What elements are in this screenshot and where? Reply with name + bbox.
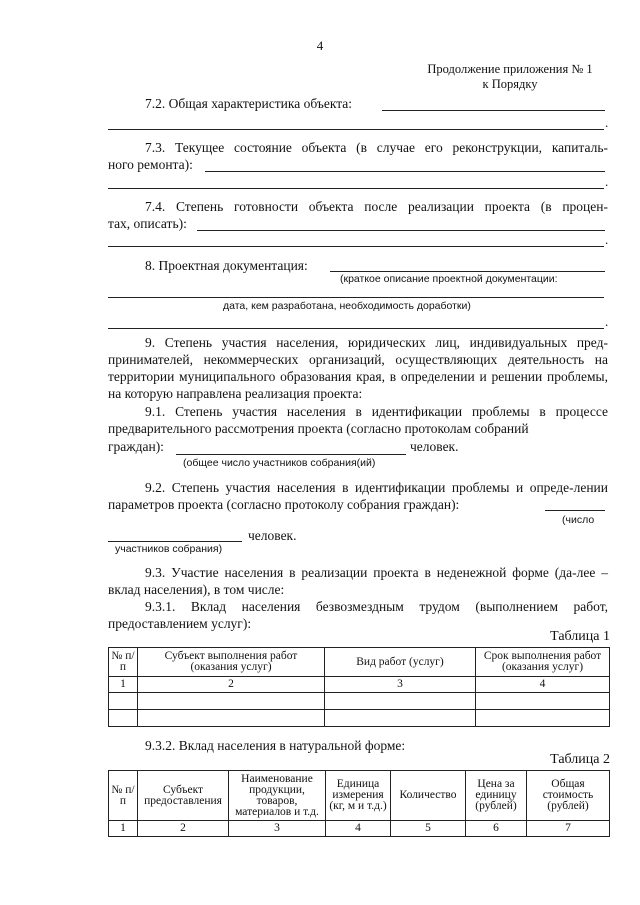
table2-colnum-4: 4 <box>326 821 391 837</box>
section-7-4-line-a <box>197 230 605 231</box>
section-7-2-line-b <box>108 129 604 130</box>
section-7-4-line-b <box>108 246 604 247</box>
section-7-2-label: 7.2. Общая характеристика объекта: <box>145 96 353 111</box>
table1-header-deadline: Срок выполнения работ (оказания услуг) <box>476 648 610 677</box>
section-9-1-tail-label: граждан): <box>108 439 164 454</box>
table1-cell <box>138 710 325 727</box>
section-7-3-line-a <box>205 171 605 172</box>
table2-header-subject: Субъект предоставления <box>138 771 229 821</box>
section-8-line-c <box>108 328 604 329</box>
section-8-hint2: дата, кем разработана, необходимость доработки) <box>223 300 471 312</box>
period-mark: . <box>605 314 609 329</box>
table1-header-work-type: Вид работ (услуг) <box>325 648 476 677</box>
table2-colnum-2: 2 <box>138 821 229 837</box>
section-9-2-count-line-b <box>108 541 242 542</box>
table2-header-product: Наименование продукции, товаров, материалов и т.д. <box>229 771 326 821</box>
section-9-1-hint: (общее число участников собрания(ий) <box>183 457 376 469</box>
period-mark: . <box>605 174 609 189</box>
table1-colnum-2: 2 <box>138 677 325 693</box>
section-9-1-text: 9.1. Степень участия населения в идентификации проблемы в процессе предварительного рассмотрения проекта (согласно протоколам собраний <box>108 404 608 436</box>
section-7-4-line1: 7.4. Степень готовности объекта после реализации проекта (в процен- <box>145 199 608 214</box>
section-8-label: 8. Проектная документация: <box>145 258 308 273</box>
table1-cell <box>109 693 138 710</box>
section-9-3-2-text: 9.3.2. Вклад населения в натуральной форме: <box>145 738 406 753</box>
section-8-line-a <box>330 271 605 272</box>
table2-caption: Таблица 2 <box>550 752 610 767</box>
table1-cell <box>109 710 138 727</box>
table1 <box>108 647 610 727</box>
table1-cell <box>476 710 610 727</box>
table1-cell <box>138 693 325 710</box>
section-9-1-count-line <box>176 454 406 455</box>
section-7-3-line1: 7.3. Текущее состояние объекта (в случае его реконструкции, капиталь- <box>145 140 608 155</box>
table2-colnum-6: 6 <box>466 821 527 837</box>
section-9-1-unit: человек. <box>410 439 459 454</box>
section-7-4-line2: тах, описать): <box>108 216 187 231</box>
appendix-note <box>410 62 610 92</box>
table1-empty-row <box>109 710 610 727</box>
table1-empty-row <box>109 693 610 710</box>
table2-header-num: № п/п <box>109 771 138 821</box>
period-mark: . <box>605 115 609 130</box>
table2 <box>108 770 610 837</box>
period-mark: . <box>605 232 609 247</box>
section-9-3-text: 9.3. Участие населения в реализации проекта в неденежной форме (да-лее – вклад населения), в том числе: <box>108 565 608 597</box>
section-9-2-hint-b: участников собрания) <box>115 543 223 555</box>
section-7-3-line-b <box>108 188 604 189</box>
table1-caption: Таблица 1 <box>550 629 610 644</box>
table1-colnum-1: 1 <box>109 677 138 693</box>
section-9-3-1-text: 9.3.1. Вклад населения безвозмездным трудом (выполнением работ, предоставлением услуг): <box>108 599 608 631</box>
table1-colnum-4: 4 <box>476 677 610 693</box>
section-8-hint1: (краткое описание проектной документации: <box>340 273 558 285</box>
table1-cell <box>325 710 476 727</box>
table2-header-price: Цена за единицу (рублей) <box>466 771 527 821</box>
table1-colnum-3: 3 <box>325 677 476 693</box>
section-9-2-hint-a: (число <box>562 514 595 526</box>
section-9-text: 9. Степень участия населения, юридических лиц, индивидуальных пред-принимателей, некоммерческих организаций, осуществляющих деятельность на территории муниципального образования края, в определении и решении проблемы, на которую направлена реализация проекта: <box>108 335 608 401</box>
table2-colnum-3: 3 <box>229 821 326 837</box>
section-7-3-line2: ного ремонта): <box>108 157 193 172</box>
table2-colnum-1: 1 <box>109 821 138 837</box>
table1-cell <box>325 693 476 710</box>
appendix-note-line2: к Порядку <box>482 77 538 91</box>
table2-header-unit: Единица измерения (кг, м и т.д.) <box>326 771 391 821</box>
table1-cell <box>476 693 610 710</box>
table2-colnum-7: 7 <box>527 821 610 837</box>
table1-header-subject: Субъект выполнения работ (оказания услуг) <box>138 648 325 677</box>
section-9-2-unit: человек. <box>248 528 297 543</box>
table1-header-num: № п/п <box>109 648 138 677</box>
section-7-2-line-a <box>382 110 605 111</box>
section-9-2-count-line-a <box>545 510 605 511</box>
table2-header-quantity: Количество <box>391 771 466 821</box>
table2-header-total: Общая стоимость (рублей) <box>527 771 610 821</box>
table2-colnum-5: 5 <box>391 821 466 837</box>
page-number: 4 <box>316 38 324 53</box>
appendix-note-line1: Продолжение приложения № 1 <box>427 62 593 76</box>
section-9-2-text: 9.2. Степень участия населения в идентификации проблемы и опреде-лении параметров проекта (согласно протоколу собрания граждан): <box>108 480 608 512</box>
section-8-line-b <box>108 297 604 298</box>
